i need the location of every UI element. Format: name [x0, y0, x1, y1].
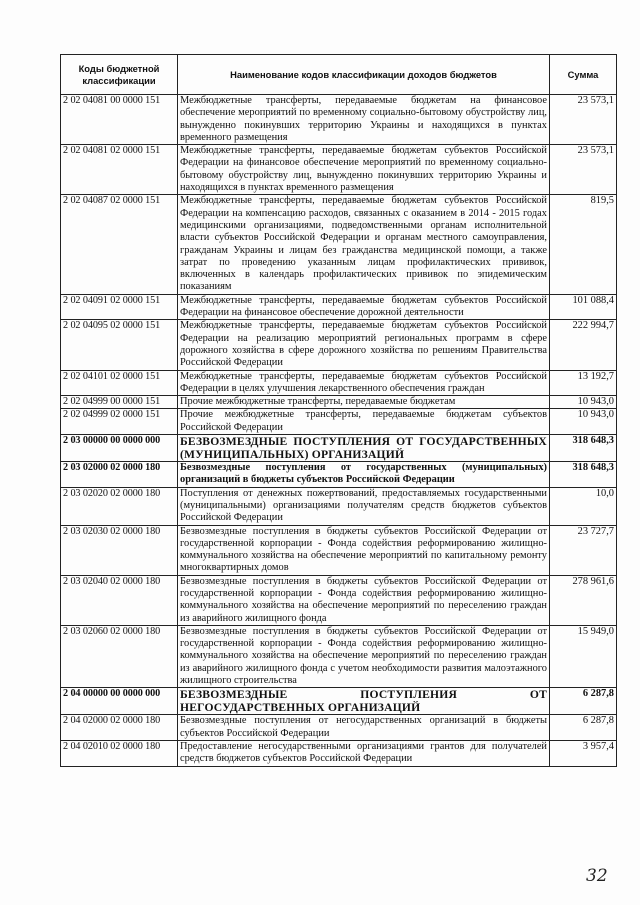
row-sum: 819,5 [550, 195, 617, 294]
row-name: Прочие межбюджетные трансферты, передаваемые бюджетам [178, 396, 550, 409]
table-row [61, 625, 617, 687]
row-name: Безвозмездные поступления в бюджеты субъектов Российской Федерации от государственной корпорации - Фонда содействия реформированию жилищно-коммунального хозяйства на обеспечение мероприятий по переселению граждан из аварийного жилищного фонда с учетом необходимости развития малоэтажного жилищного строительства [178, 625, 550, 687]
row-code: 2 02 04091 02 0000 151 [61, 294, 178, 320]
header-sum: Сумма [550, 55, 617, 95]
row-code: 2 02 04081 02 0000 151 [61, 145, 178, 195]
row-sum: 10 943,0 [550, 409, 617, 435]
row-name: Межбюджетные трансферты, передаваемые бюджетам субъектов Российской Федерации на компенсацию расходов, связанных с оказанием в 2014 - 2015 годах медицинскими организациями, подведомственными органам исполнительной власти субъектов Российской Федерации и органам местного самоуправления, гражданам Украины и лицам без гражданства медицинской помощи, а также затрат по проведению указанным лицам профилактических прививок, включенных в календарь профилактических прививок по эпидемическим показаниям [178, 195, 550, 294]
table-row [61, 715, 617, 741]
row-sum: 6 287,8 [550, 715, 617, 741]
table-row [61, 396, 617, 409]
row-sum: 6 287,8 [550, 688, 617, 715]
row-code: 2 03 02040 02 0000 180 [61, 575, 178, 625]
row-code: 2 03 02030 02 0000 180 [61, 525, 178, 575]
row-code: 2 03 00000 00 0000 000 [61, 435, 178, 462]
row-name: Предоставление негосударственными организациями грантов для получателей средств бюджетов субъектов Российской Федерации [178, 740, 550, 766]
row-name: Межбюджетные трансферты, передаваемые бюджетам субъектов Российской Федерации на финансовое обеспечение мероприятий по временному социально-бытовому обустройству лиц, вынужденно покинувших территорию Украины и находящихся в пунктах временного размещения [178, 145, 550, 195]
row-sum: 23 573,1 [550, 145, 617, 195]
row-sum: 10,0 [550, 487, 617, 525]
row-sum: 222 994,7 [550, 320, 617, 370]
page-number: 32 [586, 866, 608, 886]
table-header-row [61, 55, 617, 95]
row-code: 2 02 04095 02 0000 151 [61, 320, 178, 370]
row-code: 2 04 02000 02 0000 180 [61, 715, 178, 741]
row-sum: 10 943,0 [550, 396, 617, 409]
row-name: Межбюджетные трансферты, передаваемые бюджетам на финансовое обеспечение мероприятий по временному социально-бытовому обустройству лиц, вынужденно покинувших территорию Украины и находящихся в пунктах временного размещения [178, 95, 550, 145]
table-row [61, 145, 617, 195]
row-name: Межбюджетные трансферты, передаваемые бюджетам субъектов Российской Федерации в целях улучшения лекарственного обеспечения граждан [178, 370, 550, 396]
header-codes: Коды бюджетной классификации [61, 55, 178, 95]
table-row [61, 370, 617, 396]
row-sum: 101 088,4 [550, 294, 617, 320]
budget-income-table [60, 54, 617, 767]
table-body [61, 95, 617, 767]
row-code: 2 02 04999 02 0000 151 [61, 409, 178, 435]
row-name: Безвозмездные поступления от государственных (муниципальных) организаций в бюджеты субъектов Российской Федерации [178, 462, 550, 488]
header-name: Наименование кодов классификации доходов бюджетов [178, 55, 550, 95]
row-sum: 23 573,1 [550, 95, 617, 145]
row-code: 2 03 02000 02 0000 180 [61, 462, 178, 488]
row-name: Поступления от денежных пожертвований, предоставляемых государственными (муниципальными) организациями получателям средств бюджетов субъектов Российской Федерации [178, 487, 550, 525]
row-sum: 3 957,4 [550, 740, 617, 766]
row-sum: 23 727,7 [550, 525, 617, 575]
row-name: Безвозмездные поступления в бюджеты субъектов Российской Федерации от государственной корпорации - Фонда содействия реформированию жилищно-коммунального хозяйства на обеспечение мероприятий по капитальному ремонту многоквартирных домов [178, 525, 550, 575]
table-row [61, 740, 617, 766]
table-row [61, 95, 617, 145]
row-sum: 318 648,3 [550, 435, 617, 462]
row-name: Безвозмездные поступления от негосударственных организаций в бюджеты субъектов Российской Федерации [178, 715, 550, 741]
row-name: БЕЗВОЗМЕЗДНЫЕ ПОСТУПЛЕНИЯ ОТ НЕГОСУДАРСТВЕННЫХ ОРГАНИЗАЦИЙ [178, 688, 550, 715]
row-sum: 15 949,0 [550, 625, 617, 687]
table-row [61, 487, 617, 525]
table-row [61, 525, 617, 575]
row-code: 2 02 04081 00 0000 151 [61, 95, 178, 145]
row-name: Прочие межбюджетные трансферты, передаваемые бюджетам субъектов Российской Федерации [178, 409, 550, 435]
row-name: Межбюджетные трансферты, передаваемые бюджетам субъектов Российской Федерации на реализацию мероприятий региональных программ в сфере дорожного хозяйства в сфере дорожного хозяйства по решениям Правительства Российской Федерации [178, 320, 550, 370]
row-name: БЕЗВОЗМЕЗДНЫЕ ПОСТУПЛЕНИЯ ОТ ГОСУДАРСТВЕННЫХ (МУНИЦИПАЛЬНЫХ) ОРГАНИЗАЦИЙ [178, 435, 550, 462]
row-name: Безвозмездные поступления в бюджеты субъектов Российской Федерации от государственной корпорации - Фонда содействия реформированию жилищно-коммунального хозяйства на обеспечение мероприятий по переселению граждан из аварийного жилищного фонда [178, 575, 550, 625]
table-row [61, 409, 617, 435]
row-code: 2 03 02020 02 0000 180 [61, 487, 178, 525]
row-code: 2 03 02060 02 0000 180 [61, 625, 178, 687]
row-sum: 278 961,6 [550, 575, 617, 625]
table-row [61, 575, 617, 625]
row-code: 2 02 04999 00 0000 151 [61, 396, 178, 409]
row-code: 2 02 04087 02 0000 151 [61, 195, 178, 294]
row-code: 2 04 00000 00 0000 000 [61, 688, 178, 715]
table-row [61, 195, 617, 294]
table-row [61, 688, 617, 715]
table-row [61, 294, 617, 320]
table-row [61, 435, 617, 462]
row-sum: 318 648,3 [550, 462, 617, 488]
row-code: 2 04 02010 02 0000 180 [61, 740, 178, 766]
row-name: Межбюджетные трансферты, передаваемые бюджетам субъектов Российской Федерации на финансовое обеспечение дорожной деятельности [178, 294, 550, 320]
table-row [61, 320, 617, 370]
table-row [61, 462, 617, 488]
row-sum: 13 192,7 [550, 370, 617, 396]
row-code: 2 02 04101 02 0000 151 [61, 370, 178, 396]
